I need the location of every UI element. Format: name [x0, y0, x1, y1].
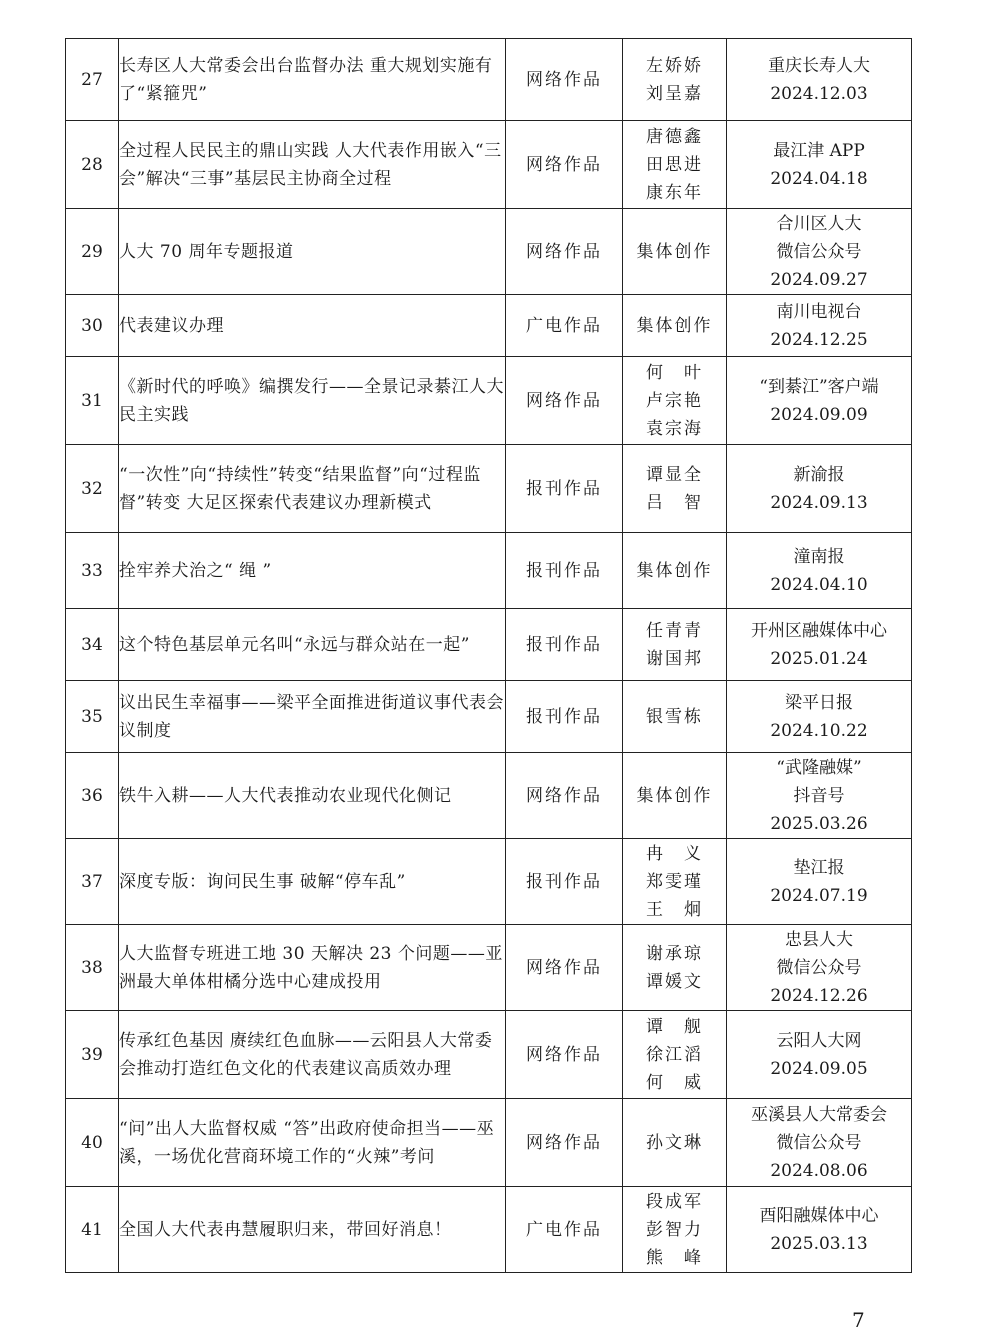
- publisher-cell: [727, 681, 912, 753]
- publisher-cell: [727, 445, 912, 533]
- publisher-cell: [727, 1099, 912, 1187]
- work-title: 人大监督专班进工地 30 天解决 23 个问题——亚洲最大单体柑橘分选中心建成投用: [119, 925, 506, 1011]
- work-title: 传承红色基因 赓续红色血脉——云阳县人大常委会推动打造红色文化的代表建议高质效办理: [119, 1011, 506, 1099]
- author-name: 刘呈嘉: [646, 83, 703, 104]
- author-name: 段成军: [646, 1191, 703, 1212]
- publish-date: 2025.03.26: [770, 813, 868, 834]
- author-name: 任青青: [646, 620, 703, 641]
- author-name: 吕 智: [646, 492, 703, 513]
- author-name: 康东年: [646, 182, 703, 203]
- authors-cell: [623, 357, 727, 445]
- author-name: 冉 义: [646, 843, 703, 864]
- publisher-name: 重庆长寿人大: [768, 55, 870, 76]
- work-type: 网络作品: [506, 39, 623, 121]
- publisher-name: “武隆融媒”: [776, 757, 862, 778]
- publisher-cell: [727, 753, 912, 839]
- row-number: 28: [66, 121, 119, 209]
- work-type: 网络作品: [506, 357, 623, 445]
- work-type: 网络作品: [506, 753, 623, 839]
- publish-date: 2024.09.05: [770, 1058, 868, 1079]
- publisher-cell: [727, 533, 912, 609]
- publisher-cell: [727, 121, 912, 209]
- publish-date: 2024.09.13: [770, 492, 868, 513]
- row-number: 32: [66, 445, 119, 533]
- publisher-cell: [727, 609, 912, 681]
- authors-cell: [623, 839, 727, 925]
- author-name: 谭 舰: [646, 1016, 703, 1037]
- work-title: 《新时代的呼唤》编撰发行——全景记录綦江人大民主实践: [119, 357, 506, 445]
- table-body: [66, 39, 912, 1273]
- author-name: 何 威: [646, 1072, 703, 1093]
- work-type: 网络作品: [506, 121, 623, 209]
- author-name: 谭显全: [646, 464, 703, 485]
- row-number: 40: [66, 1099, 119, 1187]
- author-name: 徐江滔: [646, 1044, 703, 1065]
- table-row: [66, 209, 912, 295]
- author-name: 田思进: [646, 154, 703, 175]
- publisher-name: 微信公众号: [776, 1132, 862, 1153]
- row-number: 39: [66, 1011, 119, 1099]
- table-row: [66, 121, 912, 209]
- table-row: [66, 39, 912, 121]
- work-title: “问”出人大监督权威 “答”出政府使命担当——巫溪，一场优化营商环境工作的“火辣”考问: [119, 1099, 506, 1187]
- publish-date: 2024.08.06: [770, 1160, 868, 1181]
- row-number: 31: [66, 357, 119, 445]
- publisher-name: 云阳人大网: [776, 1030, 862, 1051]
- publish-date: 2024.07.19: [770, 885, 868, 906]
- table-row: [66, 295, 912, 357]
- publish-date: 2024.09.27: [770, 269, 868, 290]
- author-name: 谢国邦: [646, 648, 703, 669]
- publisher-cell: [727, 357, 912, 445]
- work-type: 报刊作品: [506, 681, 623, 753]
- author-name: 彭智力: [646, 1219, 703, 1240]
- author-name: 集体创作: [636, 560, 713, 581]
- publish-date: 2024.09.09: [770, 404, 868, 425]
- row-number: 38: [66, 925, 119, 1011]
- row-number: 30: [66, 295, 119, 357]
- work-title: 拴牢养犬治之“ 绳 ”: [119, 533, 506, 609]
- publisher-name: 新渝报: [793, 464, 845, 485]
- authors-cell: [623, 1099, 727, 1187]
- author-name: 熊 峰: [646, 1247, 703, 1268]
- authors-cell: [623, 121, 727, 209]
- publisher-cell: [727, 925, 912, 1011]
- authors-cell: [623, 681, 727, 753]
- authors-cell: [623, 39, 727, 121]
- authors-cell: [623, 209, 727, 295]
- row-number: 34: [66, 609, 119, 681]
- work-type: 报刊作品: [506, 445, 623, 533]
- author-name: 王 炯: [646, 899, 703, 920]
- row-number: 36: [66, 753, 119, 839]
- publish-date: 2025.01.24: [770, 648, 868, 669]
- awards-table: [65, 38, 912, 1273]
- publisher-cell: [727, 1011, 912, 1099]
- work-title: 深度专版：询问民生事 破解“停车乱”: [119, 839, 506, 925]
- row-number: 37: [66, 839, 119, 925]
- publisher-name: 垫江报: [793, 857, 845, 878]
- authors-cell: [623, 609, 727, 681]
- page-number: 7: [852, 1308, 865, 1332]
- table-row: [66, 1099, 912, 1187]
- author-name: 左娇娇: [646, 55, 703, 76]
- table-row: [66, 839, 912, 925]
- row-number: 27: [66, 39, 119, 121]
- publish-date: 2024.04.10: [770, 574, 868, 595]
- work-type: 网络作品: [506, 209, 623, 295]
- work-type: 报刊作品: [506, 839, 623, 925]
- publish-date: 2024.12.25: [770, 329, 868, 350]
- work-title: 代表建议办理: [119, 295, 506, 357]
- author-name: 袁宗海: [646, 418, 703, 439]
- publisher-name: 忠县人大: [785, 929, 853, 950]
- work-type: 广电作品: [506, 295, 623, 357]
- work-title: “一次性”向“持续性”转变“结果监督”向“过程监督”转变 大足区探索代表建议办理新模式: [119, 445, 506, 533]
- table-row: [66, 681, 912, 753]
- publisher-name: 酉阳融媒体中心: [759, 1205, 879, 1226]
- author-name: 谢承琼: [646, 943, 703, 964]
- work-title: 人大 70 周年专题报道: [119, 209, 506, 295]
- publisher-name: 潼南报: [793, 546, 845, 567]
- author-name: 谭媛文: [646, 971, 703, 992]
- author-name: 集体创作: [636, 241, 713, 262]
- publisher-name: “到綦江”客户端: [759, 376, 879, 397]
- work-type: 网络作品: [506, 1011, 623, 1099]
- table-row: [66, 533, 912, 609]
- row-number: 33: [66, 533, 119, 609]
- publisher-cell: [727, 39, 912, 121]
- work-title: 议出民生幸福事——梁平全面推进街道议事代表会议制度: [119, 681, 506, 753]
- authors-cell: [623, 533, 727, 609]
- table-row: [66, 357, 912, 445]
- author-name: 孙文琳: [646, 1132, 703, 1153]
- row-number: 35: [66, 681, 119, 753]
- publisher-name: 微信公众号: [776, 957, 862, 978]
- publish-date: 2024.12.03: [770, 83, 868, 104]
- table-row: [66, 1187, 912, 1273]
- table-row: [66, 445, 912, 533]
- authors-cell: [623, 753, 727, 839]
- table-row: [66, 753, 912, 839]
- work-title: 全国人大代表冉慧履职归来，带回好消息！: [119, 1187, 506, 1273]
- work-title: 铁牛入耕——人大代表推动农业现代化侧记: [119, 753, 506, 839]
- row-number: 41: [66, 1187, 119, 1273]
- work-title: 全过程人民民主的鼎山实践 人大代表作用嵌入“三会”解决“三事”基层民主协商全过程: [119, 121, 506, 209]
- table-row: [66, 1011, 912, 1099]
- publish-date: 2025.03.13: [770, 1233, 868, 1254]
- work-type: 报刊作品: [506, 533, 623, 609]
- author-name: 集体创作: [636, 315, 713, 336]
- publisher-cell: [727, 295, 912, 357]
- publisher-name: 抖音号: [793, 785, 845, 806]
- publish-date: 2024.10.22: [770, 720, 868, 741]
- publisher-cell: [727, 209, 912, 295]
- author-name: 集体创作: [636, 785, 713, 806]
- publisher-name: 最江津 APP: [773, 140, 865, 161]
- author-name: 唐德鑫: [646, 126, 703, 147]
- table-row: [66, 925, 912, 1011]
- work-type: 网络作品: [506, 925, 623, 1011]
- publisher-name: 微信公众号: [776, 241, 862, 262]
- table-row: [66, 609, 912, 681]
- authors-cell: [623, 295, 727, 357]
- publisher-cell: [727, 839, 912, 925]
- work-type: 广电作品: [506, 1187, 623, 1273]
- work-type: 报刊作品: [506, 609, 623, 681]
- author-name: 何 叶: [646, 362, 703, 383]
- authors-cell: [623, 925, 727, 1011]
- authors-cell: [623, 1187, 727, 1273]
- author-name: 郑雯瑾: [646, 871, 703, 892]
- publisher-cell: [727, 1187, 912, 1273]
- work-title: 这个特色基层单元名叫“永远与群众站在一起”: [119, 609, 506, 681]
- publish-date: 2024.04.18: [770, 168, 868, 189]
- work-title: 长寿区人大常委会出台监督办法 重大规划实施有了“紧箍咒”: [119, 39, 506, 121]
- publisher-name: 南川电视台: [776, 301, 862, 322]
- publisher-name: 巫溪县人大常委会: [751, 1104, 887, 1125]
- publish-date: 2024.12.26: [770, 985, 868, 1006]
- work-type: 网络作品: [506, 1099, 623, 1187]
- authors-cell: [623, 445, 727, 533]
- publisher-name: 开州区融媒体中心: [751, 620, 887, 641]
- publisher-name: 梁平日报: [785, 692, 853, 713]
- author-name: 银雪栋: [646, 706, 703, 727]
- authors-cell: [623, 1011, 727, 1099]
- author-name: 卢宗艳: [646, 390, 703, 411]
- row-number: 29: [66, 209, 119, 295]
- publisher-name: 合川区人大: [776, 213, 862, 234]
